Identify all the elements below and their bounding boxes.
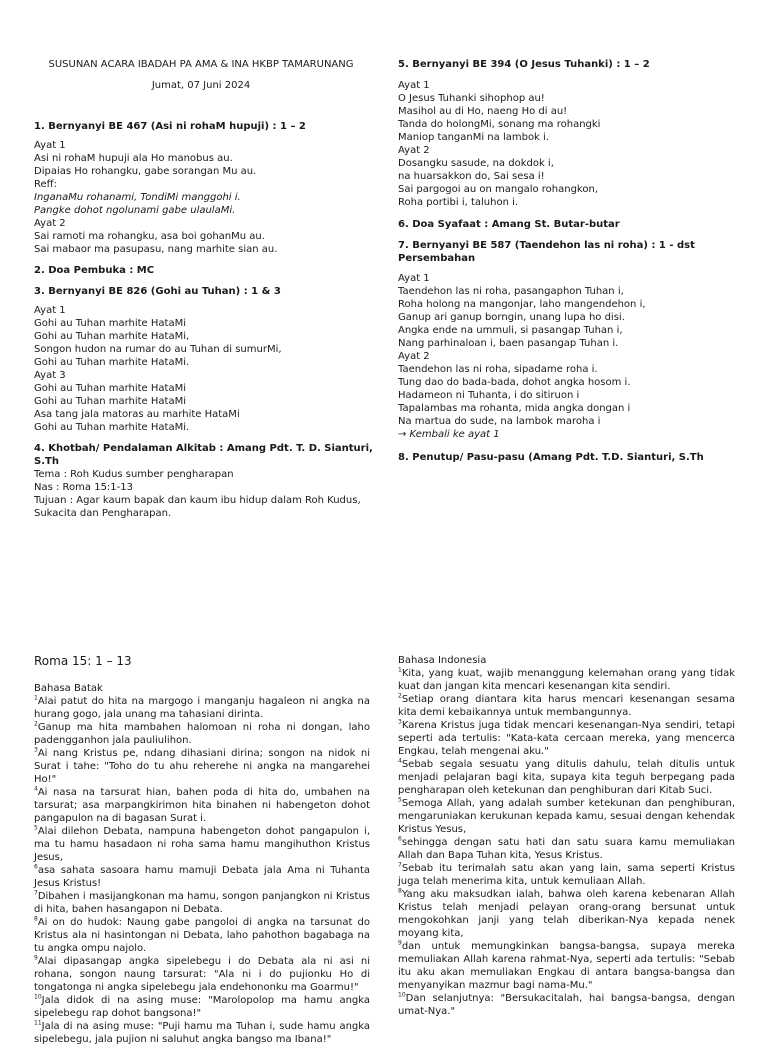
verse	[34, 786, 370, 825]
text-line: Ayat 1	[34, 140, 66, 151]
verse	[34, 864, 370, 890]
text-line: Reff:	[34, 179, 57, 190]
text-line: Gohi au Tuhan marhite HataMi	[34, 396, 186, 407]
verse-number: 9	[398, 939, 402, 947]
song-lyrics	[34, 217, 374, 256]
text-line: Nang parhinaloan i, baen pasangap Tuhan i.	[398, 338, 619, 349]
text-line: Gohi au Tuhan marhite HataMi.	[34, 422, 190, 433]
verse-text: Yang aku maksudkan ialah, bahwa oleh karena kebenaran Allah Kristus telah menjadi pelayan orang-orang bersunat untuk mengokohkan janji yang telah diberikan-Nya kepada nenek moyang kita,	[398, 889, 735, 939]
verse	[398, 940, 735, 992]
verse	[398, 758, 735, 797]
verse	[34, 825, 370, 864]
verse	[398, 719, 735, 758]
verse	[34, 890, 370, 916]
verse	[398, 667, 735, 693]
verse-text: Kita, yang kuat, wajib menanggung kelemahan orang yang tidak kuat dan jangan kita mencari kesenangan kita sendiri.	[398, 668, 735, 692]
section-heading: 5. Bernyanyi BE 394 (O Jesus Tuhanki) : 1 – 2	[398, 59, 650, 70]
verse-list	[398, 667, 735, 1018]
verse	[398, 992, 735, 1018]
song-refrain	[34, 191, 374, 217]
verse-text: Jala di na asing muse: "Puji hamu ma Tuhan i, sude hamu angka sipelebegu, jala pujion ni saluhut angka bangso ma Ibana!"	[34, 1021, 370, 1045]
text-line: Masihol au di Ho, naeng Ho di au!	[398, 106, 568, 117]
text-line: Taendehon las ni roha, pasangaphon Tuhan i,	[398, 286, 624, 297]
verse-text: Sebab itu terimalah satu akan yang lain, sama seperti Kristus juga telah menerima kita, untuk kemuliaan Allah.	[398, 863, 735, 887]
verse-text: Alai patut do hita na margogo i manganju hagaleon ni angka na hurang gogo, jala unang ma tahasiani dirinta.	[34, 696, 370, 720]
verse-text: Dan selanjutnya: "Bersukacitalah, hai bangsa-bangsa, dengan umat-Nya."	[398, 993, 735, 1017]
text-line: Ayat 2	[398, 351, 430, 362]
section-heading: 2. Doa Pembuka : MC	[34, 265, 155, 276]
text-line: Tujuan : Agar kaum bapak dan kaum ibu hidup dalam Roh Kudus,	[34, 495, 361, 506]
text-line: Na martua do sude, na lambok maroha i	[398, 416, 601, 427]
program-header	[34, 58, 368, 92]
verse-number: 11	[34, 1019, 42, 1027]
text-line: Ganup ari ganup borngin, unang lupa ho disi.	[398, 312, 625, 323]
section-heading: 3. Bernyanyi BE 826 (Gohi au Tuhan) : 1 & 3	[34, 286, 281, 297]
verse-text: asa sahata sasoara hamu mamuji Debata jala Ama ni Tuhanta Jesus Kristus!	[34, 865, 370, 889]
text-line: Ayat 2	[398, 145, 430, 156]
text-line: Tapalambas ma rohanta, mida angka dongan i	[398, 403, 631, 414]
section-heading: 1. Bernyanyi BE 467 (Asi ni rohaM hupuji) : 1 – 2	[34, 121, 306, 132]
text-line: Dipaias Ho rohangku, gabe sorangan Mu au.	[34, 166, 257, 177]
text-line: Angka ende na ummuli, si pasangap Tuhan i,	[398, 325, 623, 336]
reading-title: Roma 15: 1 – 13	[34, 654, 132, 668]
text-line: Tema : Roh Kudus sumber pengharapan	[34, 469, 234, 480]
text-line: Sai ramoti ma rohangku, asa boi gohanMu au.	[34, 231, 265, 242]
section-heading: 7. Bernyanyi BE 587 (Taendehon las ni roha) : 1 - dst Persembahan	[398, 240, 695, 264]
verse-number: 4	[34, 785, 38, 793]
verse-text: Jala didok di na asing muse: "Marolopolop ma hamu angka sipelebegu rap dohot bangsona!"	[34, 995, 370, 1019]
text-line: Dosangku sasude, na dokdok i,	[398, 158, 554, 169]
verse-number: 10	[34, 993, 42, 1001]
verse-text: Ai on do hudok: Naung gabe pangoloi di angka na tarsunat do Kristus ala ni hasintongan ni Debata, laho pahothon bagabaga na tu angka ompu najolo.	[34, 917, 370, 954]
reading-indonesia	[398, 654, 735, 1018]
verse-number: 5	[398, 796, 402, 804]
text-line: Tanda do holongMi, sonang ma rohangki	[398, 119, 601, 130]
verse-text: Ganup ma hita mambahen halomoan ni roha ni dongan, laho padengganhon jala pauliulihon.	[34, 722, 370, 746]
verse-number: 6	[398, 835, 402, 843]
verse-text: Alai dipasangap angka sipelebegu i do Debata ala ni asi ni rohana, songon naung tarsurat: "Ala ni i do pujionku Ho di tongatonga ni angka sipelebegu jala endehononku ma Goarmu!"	[34, 956, 370, 993]
text-line: O Jesus Tuhanki sihophop au!	[398, 93, 545, 104]
verse-text: Karena Kristus juga tidak mencari kesenangan-Nya sendiri, tetapi seperti ada tertulis: "Kata-kata cercaan mereka, yang mencerca Engkau, telah mengenai aku."	[398, 720, 735, 757]
verse-text: dan untuk memungkinkan bangsa-bangsa, supaya mereka memuliakan Allah karena rahmat-Nya, seperti ada tertulis: "Sebab itu aku akan memuliakan Engkau di antara bangsa-bangsa dan menyanyikan mazmur bagi nama-Mu."	[398, 941, 735, 991]
verse-number: 8	[398, 887, 402, 895]
verse	[34, 695, 370, 721]
text-line: Sukacita dan Pengharapan.	[34, 508, 172, 519]
reading-language: Bahasa Batak	[34, 683, 103, 694]
verse	[34, 721, 370, 747]
verse-number: 9	[34, 954, 38, 962]
text-line: Roha portibi i, taluhon i.	[398, 197, 519, 208]
verse	[34, 916, 370, 955]
text-line: Ayat 3	[34, 370, 66, 381]
verse	[398, 797, 735, 836]
text-line: Songon hudon na rumar do au Tuhan di sumurMi,	[34, 344, 282, 355]
verse-text: sehingga dengan satu hati dan satu suara kamu memuliakan Allah dan Bapa Tuhan kita, Yesus Kristus.	[398, 837, 735, 861]
verse-number: 2	[34, 720, 38, 728]
verse	[34, 955, 370, 994]
verse-text: Setiap orang diantara kita harus mencari kesenangan sesama kita demi kebaikannya untuk membangunnya.	[398, 694, 735, 718]
section-heading: 8. Penutup/ Pasu-pasu (Amang Pdt. T.D. Sianturi, S.Th	[398, 452, 704, 463]
text-line: Ayat 1	[34, 305, 66, 316]
verse-text: Ai nang Kristus pe, ndang dihasiani dirina; songon na nidok ni Surat i tahe: "Toho do tu ahu reherehe ni angka na mangarehei Ho!"	[34, 748, 370, 785]
verse-number: 1	[398, 666, 402, 674]
section-heading: 4. Khotbah/ Pendalaman Alkitab : Amang Pdt. T. D. Sianturi, S.Th	[34, 443, 373, 467]
verse-number: 3	[398, 718, 402, 726]
verse-number: 7	[34, 889, 38, 897]
text-line: Sai mabaor ma pasupasu, nang marhite sian au.	[34, 244, 278, 255]
verse	[398, 888, 735, 940]
text-line: Hadameon ni Tuhanta, i do sitiruon i	[398, 390, 580, 401]
song-lyrics	[34, 304, 374, 434]
text-line: Sai pargogoi au on mangalo rohangkon,	[398, 184, 598, 195]
verse	[398, 836, 735, 862]
program-left-column	[34, 120, 374, 520]
text-line: Gohi au Tuhan marhite HataMi	[34, 383, 186, 394]
reading-language: Bahasa Indonesia	[398, 655, 487, 666]
verse	[34, 747, 370, 786]
verse-number: 10	[398, 991, 406, 999]
verse-number: 4	[398, 757, 402, 765]
verse-text: Ai nasa na tarsurat hian, bahen poda di hita do, umbahen na tarsurat; asa marpangkirimon hita binahen ni habengeton dohot pangapulon na di bagasan Surat i.	[34, 787, 370, 824]
song-lyrics	[398, 79, 738, 209]
verse-number: 5	[34, 824, 38, 832]
verse-number: 8	[34, 915, 38, 923]
page-date: Jumat, 07 Juni 2024	[151, 80, 251, 91]
text-line: Ayat 1	[398, 80, 430, 91]
text-line: InganaMu rohanami, TondiMi manggohi i.	[34, 192, 241, 203]
text-line: Asi ni rohaM hupuji ala Ho manobus au.	[34, 153, 233, 164]
text-line: Ayat 1	[398, 273, 430, 284]
text-line: Tung dao do bada-bada, dohot angka hosom i.	[398, 377, 631, 388]
verse	[34, 994, 370, 1020]
text-line: Asa tang jala matoras au marhite HataMi	[34, 409, 240, 420]
text-line: na huarsakkon do, Sai sesa i!	[398, 171, 545, 182]
verse	[398, 693, 735, 719]
repeat-note: → Kembali ke ayat 1	[398, 429, 500, 440]
verse-text: Dibahen i masijangkonan ma hamu, songon panjangkon ni Kristus di hita, bahen hasangapon ni Debata.	[34, 891, 370, 915]
verse-number: 6	[34, 863, 38, 871]
text-line: Gohi au Tuhan marhite HataMi.	[34, 357, 190, 368]
text-line: Pangke dohot ngolunami gabe ulaulaMi.	[34, 205, 236, 216]
page-title: SUSUNAN ACARA IBADAH PA AMA & INA HKBP TAMARUNANG	[48, 59, 354, 70]
verse-number: 1	[34, 694, 38, 702]
sermon-details	[34, 468, 374, 520]
text-line: Ayat 2	[34, 218, 66, 229]
verse-number: 3	[34, 746, 38, 754]
text-line: Maniop tanganMi na lambok i.	[398, 132, 549, 143]
section-heading: 6. Doa Syafaat : Amang St. Butar-butar	[398, 219, 620, 230]
text-line: Gohi au Tuhan marhite HataMi	[34, 318, 186, 329]
program-right-column	[398, 58, 738, 464]
verse-number: 7	[398, 861, 402, 869]
verse-list	[34, 695, 370, 1046]
verse	[398, 862, 735, 888]
song-lyrics	[398, 272, 738, 428]
verse-text: Sebab segala sesuatu yang ditulis dahulu, telah ditulis untuk menjadi pelajaran bagi kita, supaya kita teguh berpegang pada pengharapan oleh ketekunan dan penghiburan dari Kitab Suci.	[398, 759, 735, 796]
verse-text: Alai dilehon Debata, nampuna habengeton dohot pangapulon i, ma tu hamu hasadaon ni roha sama hamu mangihuthon Kristus Jesus,	[34, 826, 370, 863]
text-line: Taendehon las ni roha, sipadame roha i.	[398, 364, 598, 375]
text-line: Roha holong na mangonjar, laho mangendehon i,	[398, 299, 646, 310]
verse-number: 2	[398, 692, 402, 700]
reading-batak	[34, 654, 370, 1046]
text-line: Gohi au Tuhan marhite HataMi,	[34, 331, 190, 342]
text-line: Nas : Roma 15:1-13	[34, 482, 133, 493]
verse-text: Semoga Allah, yang adalah sumber ketekunan dan penghiburan, mengaruniakan kerukunan kepada kamu, sesuai dengan kehendak Kristus Yesus,	[398, 798, 735, 835]
song-lyrics	[34, 139, 374, 191]
